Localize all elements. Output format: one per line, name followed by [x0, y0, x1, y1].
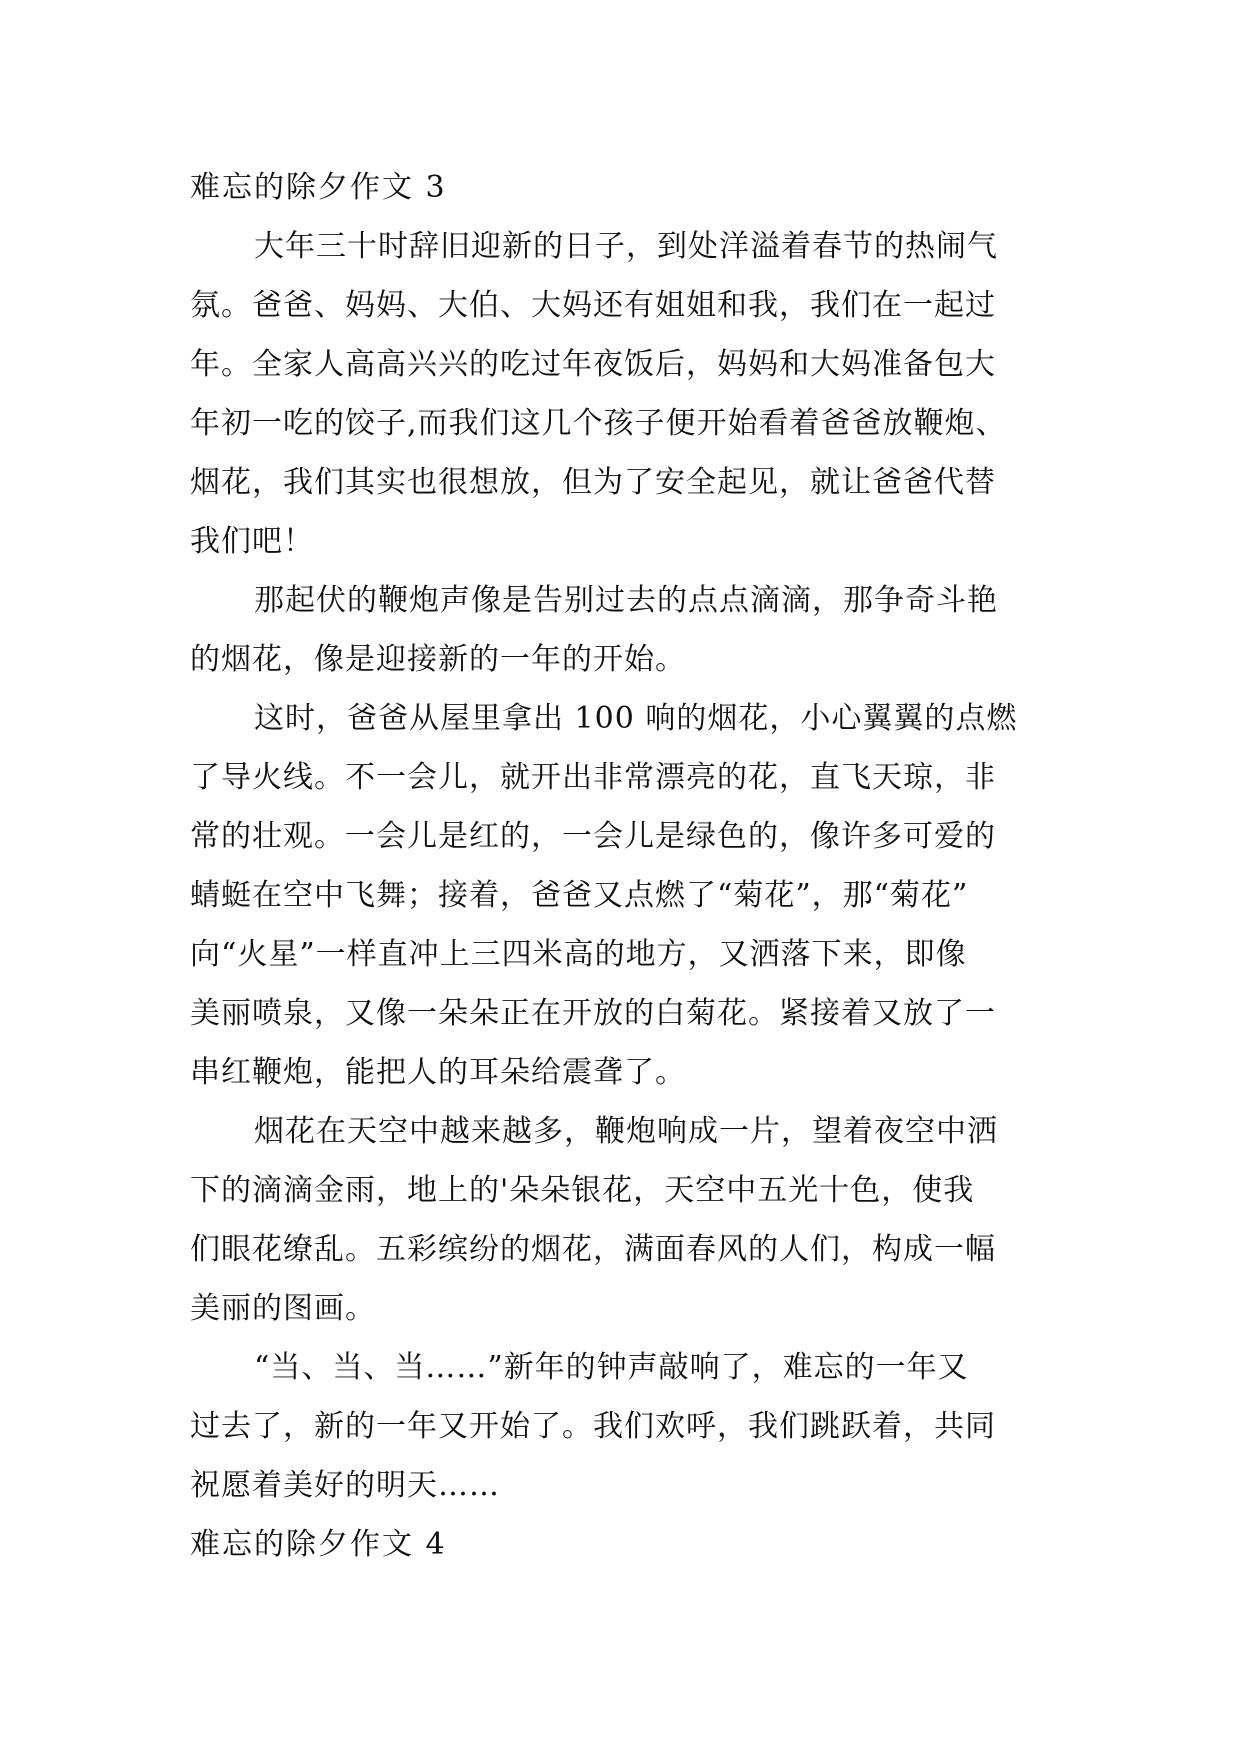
text-line: 烟花，我们其实也很想放，但为了安全起见，就让爸爸代替	[190, 465, 996, 500]
document-body	[190, 158, 1050, 1574]
text-line: 串红鞭炮，能把人的耳朵给震聋了。	[190, 1055, 686, 1090]
text-line: 向“火星”一样直冲上三四米高的地方，又洒落下来，即像	[190, 937, 967, 972]
text-line: 这时，爸爸从屋里拿出 100 响的烟花，小心翼翼的点燃	[254, 701, 1018, 736]
text-line: 祝愿着美好的明天……	[190, 1468, 500, 1503]
paragraph-3	[190, 689, 1050, 1102]
text-line: 氛。爸爸、妈妈、大伯、大妈还有姐姐和我，我们在一起过	[190, 288, 996, 323]
text-line: 那起伏的鞭炮声像是告别过去的点点滴滴，那争奇斗艳	[254, 583, 998, 618]
text-line: 年初一吃的饺子,而我们这几个孩子便开始看着爸爸放鞭炮、	[190, 406, 1007, 441]
text-line: 们眼花缭乱。五彩缤纷的烟花，满面春风的人们，构成一幅	[190, 1232, 996, 1267]
text-line: 蜻蜓在空中飞舞；接着，爸爸又点燃了“菊花”，那“菊花”	[190, 878, 969, 913]
text-line: 的烟花，像是迎接新的一年的开始。	[190, 642, 686, 677]
section-heading-3: 难忘的除夕作文 3	[190, 170, 447, 205]
paragraph-1	[190, 217, 1050, 571]
text-line: 下的滴滴金雨，地上的'朵朵银花，天空中五光十色，使我	[190, 1173, 975, 1208]
text-line: 了导火线。不一会儿，就开出非常漂亮的花，直飞天琼，非	[190, 760, 996, 795]
section-heading-4: 难忘的除夕作文 4	[190, 1527, 447, 1562]
text-line: 过去了，新的一年又开始了。我们欢呼，我们跳跃着，共同	[190, 1409, 996, 1444]
text-line: 常的壮观。一会儿是红的，一会儿是绿色的，像许多可爱的	[190, 819, 996, 854]
text-line: 大年三十时辞旧迎新的日子，到处洋溢着春节的热闹气	[254, 229, 998, 264]
paragraph-4	[190, 1102, 1050, 1338]
text-line: 美丽的图画。	[190, 1291, 376, 1326]
text-line: “当、当、当……”新年的钟声敲响了，难忘的一年又	[254, 1350, 969, 1385]
paragraph-5	[190, 1338, 1050, 1515]
text-line: 烟花在天空中越来越多，鞭炮响成一片，望着夜空中洒	[254, 1114, 998, 1149]
text-line: 我们吧！	[190, 524, 314, 559]
text-line: 年。全家人高高兴兴的吃过年夜饭后，妈妈和大妈准备包大	[190, 347, 996, 382]
text-line: 美丽喷泉，又像一朵朵正在开放的白菊花。紧接着又放了一	[190, 996, 996, 1031]
paragraph-2	[190, 571, 1050, 689]
